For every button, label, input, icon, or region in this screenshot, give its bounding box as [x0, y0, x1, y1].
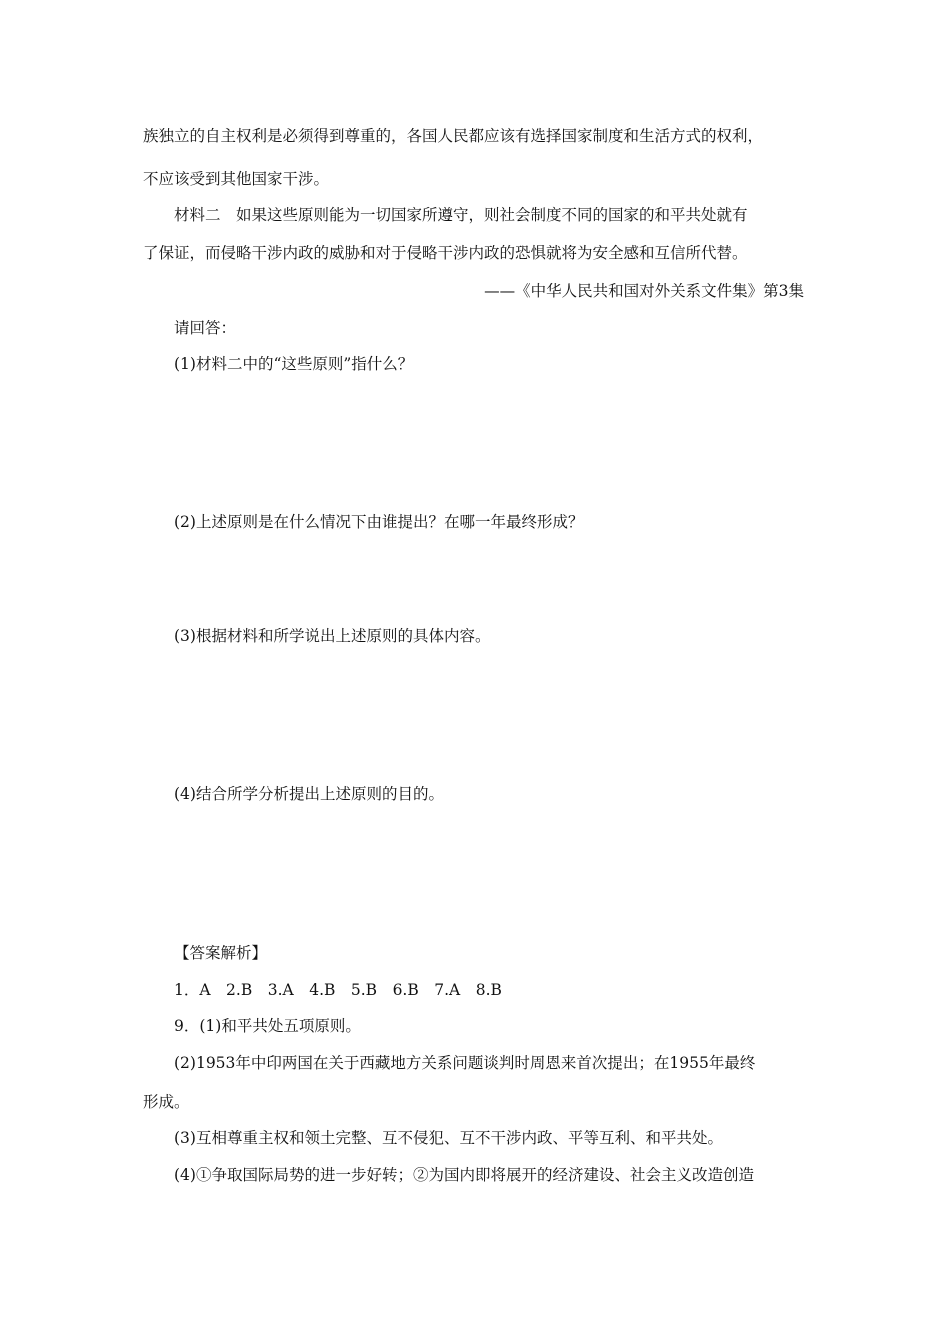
answer-choices: 1．A 2.B 3.A 4.B 5.B 6.B 7.A 8.B [174, 981, 502, 999]
answer-9-1: 9．(1)和平共处五项原则。 [174, 1017, 361, 1035]
material-text-line: 族独立的自主权利是必须得到尊重的，各国人民都应该有选择国家制度和生活方式的权利， [143, 127, 764, 145]
answer-9-2-cont: 形成。 [143, 1093, 190, 1111]
material-two-line: 材料二 如果这些原则能为一切国家所遵守，则社会制度不同的国家的和平共处就有 [174, 206, 748, 224]
material-text-line: 不应该受到其他国家干涉。 [143, 170, 330, 188]
answer-9-3: (3)互相尊重主权和领土完整、互不侵犯、互不干涉内政、平等互利、和平共处。 [174, 1129, 723, 1147]
question-4: (4)结合所学分析提出上述原则的目的。 [174, 785, 444, 803]
answer-9-4: (4)①争取国际局势的进一步好转；②为国内即将展开的经济建设、社会主义改造创造 [174, 1166, 754, 1184]
material-source: ——《中华人民共和国对外关系文件集》第3集 [484, 282, 804, 300]
question-prompt: 请回答： [174, 319, 237, 337]
answer-9-2: (2)1953年中印两国在关于西藏地方关系问题谈判时周恩来首次提出；在1955年最终 [174, 1054, 756, 1072]
question-3: (3)根据材料和所学说出上述原则的具体内容。 [174, 627, 491, 645]
answer-header: 【答案解析】 [174, 944, 268, 962]
question-2: (2)上述原则是在什么情况下由谁提出？在哪一年最终形成？ [174, 513, 584, 531]
question-1: (1)材料二中的“这些原则”指什么？ [174, 355, 414, 373]
material-two-line: 了保证，而侵略干涉内政的威胁和对于侵略干涉内政的恐惧就将为安全感和互信所代替。 [143, 244, 748, 262]
